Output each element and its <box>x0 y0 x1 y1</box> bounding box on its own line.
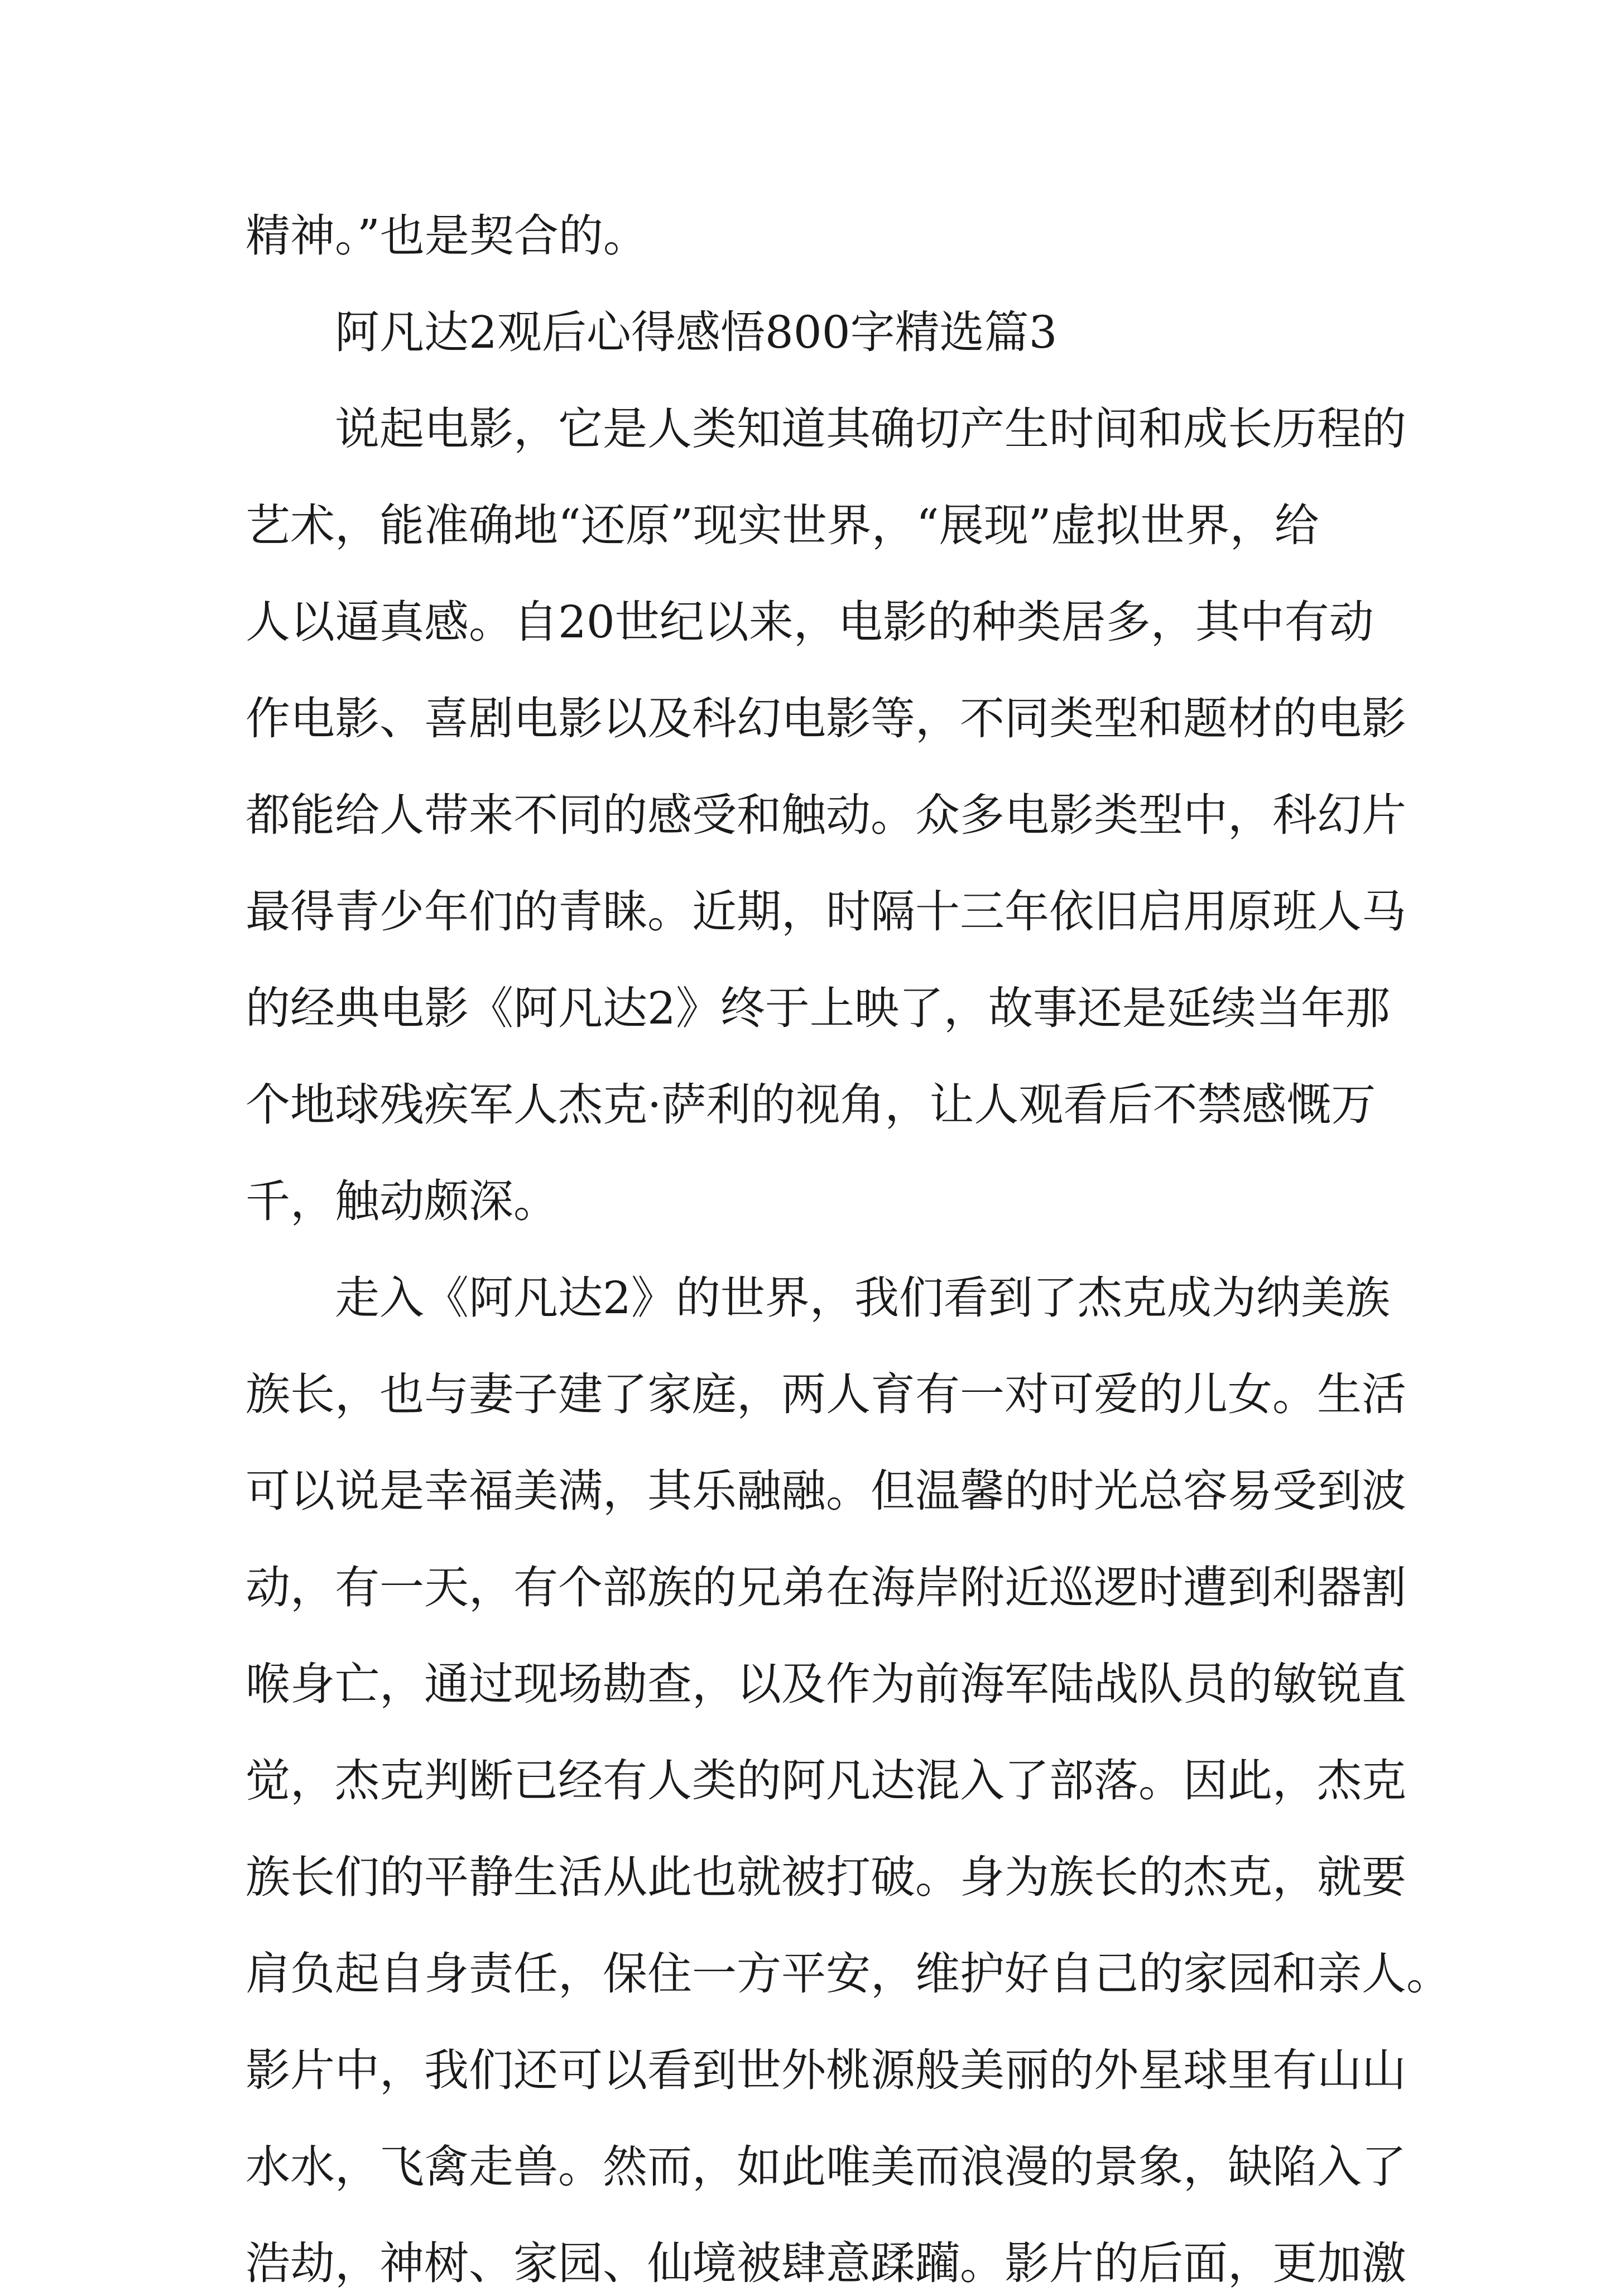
text-line: 水水，飞禽走兽。然而，如此唯美而浪漫的景象，缺陷入了 <box>246 2141 1406 2193</box>
text-line: 可以说是幸福美满，其乐融融。但温馨的时光总容易受到波 <box>246 1465 1406 1517</box>
text-line: 肩负起自身责任，保住一方平安，维护好自己的家园和亲人。 <box>246 1948 1451 2000</box>
text-line: 个地球残疾军人杰克·萨利的视角，让人观看后不禁感慨万 <box>246 1079 1376 1131</box>
text-line: 千，触动颇深。 <box>246 1175 558 1227</box>
text-line: 最得青少年们的青睐。近期，时隔十三年依旧启用原班人马 <box>246 886 1406 938</box>
text-line: 精神。”也是契合的。 <box>246 210 648 262</box>
text-line: 觉，杰克判断已经有人类的阿凡达混入了部落。因此，杰克 <box>246 1755 1406 1807</box>
text-line: 影片中，我们还可以看到世外桃源般美丽的外星球里有山山 <box>246 2044 1406 2096</box>
text-line: 动，有一天，有个部族的兄弟在海岸附近巡逻时遭到利器割 <box>246 1562 1406 1613</box>
text-line: 族长们的平静生活从此也就被打破。身为族长的杰克，就要 <box>246 1851 1406 1903</box>
text-line: 说起电影，它是人类知道其确切产生时间和成长历程的 <box>335 403 1406 455</box>
text-line: 走入《阿凡达2》的世界，我们看到了杰克成为纳美族 <box>335 1272 1390 1324</box>
section-heading: 阿凡达2观后心得感悟800字精选篇3 <box>335 306 1058 358</box>
text-line: 作电影、喜剧电影以及科幻电影等，不同类型和题材的电影 <box>246 693 1406 744</box>
text-line: 喉身亡，通过现场勘查，以及作为前海军陆战队员的敏锐直 <box>246 1658 1406 1710</box>
text-line: 艺术，能准确地“还原”现实世界，“展现”虚拟世界，给 <box>246 499 1319 551</box>
text-line: 族长，也与妻子建了家庭，两人育有一对可爱的儿女。生活 <box>246 1368 1406 1420</box>
text-line: 都能给人带来不同的感受和触动。众多电影类型中，科幻片 <box>246 789 1406 841</box>
text-line: 人以逼真感。自20世纪以来，电影的种类居多，其中有动 <box>246 596 1374 648</box>
text-line: 的经典电影《阿凡达2》终于上映了，故事还是延续当年那 <box>246 982 1390 1034</box>
text-line: 浩劫，神树、家园、仙境被肆意蹂躏。影片的后面，更加激 <box>246 2237 1406 2289</box>
